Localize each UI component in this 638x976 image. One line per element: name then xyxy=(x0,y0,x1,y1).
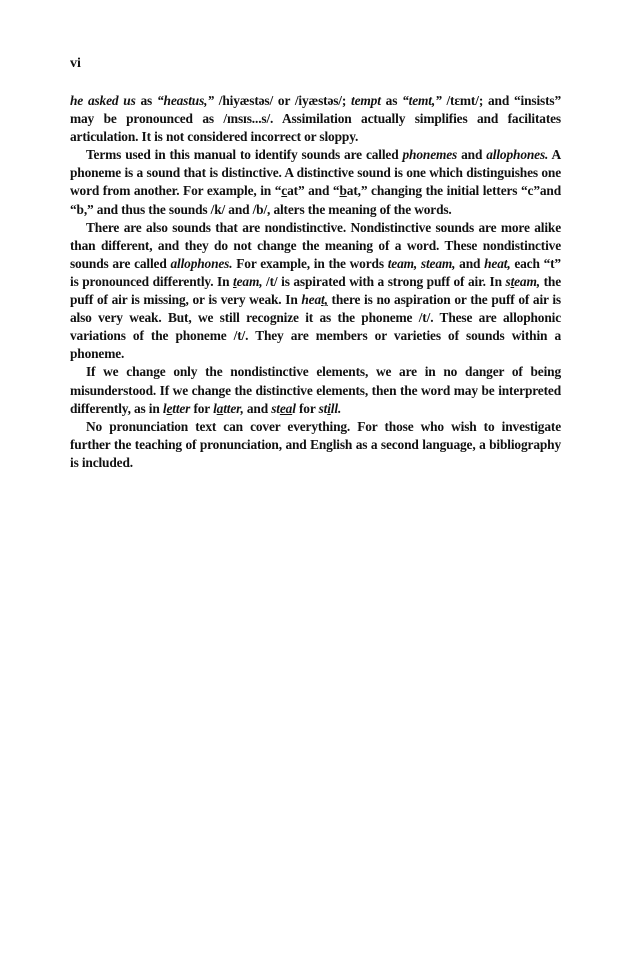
italic-text: l xyxy=(292,400,296,416)
paragraph xyxy=(70,418,561,472)
text-run: /tɛmt/; and “insists” may be pronounced as /ɪnsɪs...s/. Assimilation actually simplifies and facilitates articulation. It is not considered incorrect or sloppy. xyxy=(70,93,561,145)
italic-text: t xyxy=(233,273,237,289)
italic-text: ea xyxy=(279,400,293,416)
text-run: No pronunciation text can cover everything. For those who wish to investigate further the teaching of pronunciation, and English as a second language, a bibliography is included. xyxy=(70,418,561,470)
text-run: as xyxy=(135,93,157,108)
italic-text: l xyxy=(162,400,167,416)
italic-text: s xyxy=(505,273,511,289)
italic-text: tter xyxy=(172,400,191,416)
text-run: Terms used in this manual to identify sounds are called xyxy=(86,147,403,163)
italic-text: eam, xyxy=(236,273,263,289)
paragraph xyxy=(70,219,561,364)
italic-text: t xyxy=(510,273,515,289)
text-run: c xyxy=(281,183,288,199)
italic-text: “temt,” xyxy=(402,93,442,108)
italic-text: st xyxy=(318,400,328,416)
text-run: There are also sounds that are nondistinctive. Nondistinctive sounds are more alike than different, and they do not change the meaning of a word. These nondistinctive sounds are called xyxy=(70,219,561,271)
italic-text: heat, xyxy=(484,255,511,271)
italic-text: a xyxy=(216,400,224,416)
text-run: b xyxy=(339,183,347,199)
text-run: /t/ is aspirated with a strong puff of air. In xyxy=(262,273,506,289)
italic-text: e xyxy=(166,400,173,416)
text-run: If we change only the nondistinctive elements, we are in no danger of being misunderstood. If we change the distinctive elements, then the word may be interpreted differently, as in xyxy=(70,364,561,416)
paragraph xyxy=(70,146,561,218)
text-run: A phoneme is a sound that is distinctive. A distinctive sound is one which distinguishes one word from another. For example, in “ xyxy=(70,147,561,199)
paragraph xyxy=(70,363,561,417)
italic-text: “heastus,” xyxy=(156,93,214,108)
italic-text: l xyxy=(213,400,217,416)
text-run: For example, in the words xyxy=(232,255,388,271)
text-run: and xyxy=(455,255,485,271)
italic-text: he asked us xyxy=(70,93,136,108)
italic-text: tter, xyxy=(223,400,244,416)
text-run: for xyxy=(190,400,214,416)
text-run: as xyxy=(380,93,403,108)
paragraph xyxy=(70,92,561,146)
italic-text: t, xyxy=(321,292,328,308)
text-run: there is no aspiration or the puff of air is also very weak. But, we still recognize it as the phoneme /t/. These are allophonic variations of the phoneme /t/. They are members or varieties of sounds within a phoneme. xyxy=(70,292,561,362)
text-run: and xyxy=(457,147,487,163)
italic-text: tempt xyxy=(351,93,381,108)
text-run: for xyxy=(295,400,319,416)
text-run: at,” changing the initial letters “c”and “b,” and thus the sounds /k/ and /b/, alters the meaning of the words. xyxy=(70,183,562,217)
text-run: at” and “ xyxy=(287,183,340,199)
text-run: the puff of air is missing, or is very weak. In xyxy=(70,273,561,308)
text-run: /hiyæstəs/ or /iyæstəs/; xyxy=(213,93,352,108)
page-number: vi xyxy=(70,56,81,71)
italic-text: phonemes xyxy=(402,147,458,163)
italic-text: eam, xyxy=(514,273,540,289)
text-run: and xyxy=(243,400,272,416)
italic-text: hea xyxy=(301,292,322,308)
italic-text: team, steam, xyxy=(387,255,456,271)
body-text xyxy=(70,92,561,472)
italic-text: i xyxy=(327,400,331,416)
italic-text: allophones. xyxy=(486,147,549,163)
text-run: each “t” is pronounced differently. In xyxy=(70,255,561,289)
italic-text: ll. xyxy=(330,400,342,416)
italic-text: st xyxy=(271,400,280,416)
italic-text: allophones. xyxy=(170,255,233,271)
